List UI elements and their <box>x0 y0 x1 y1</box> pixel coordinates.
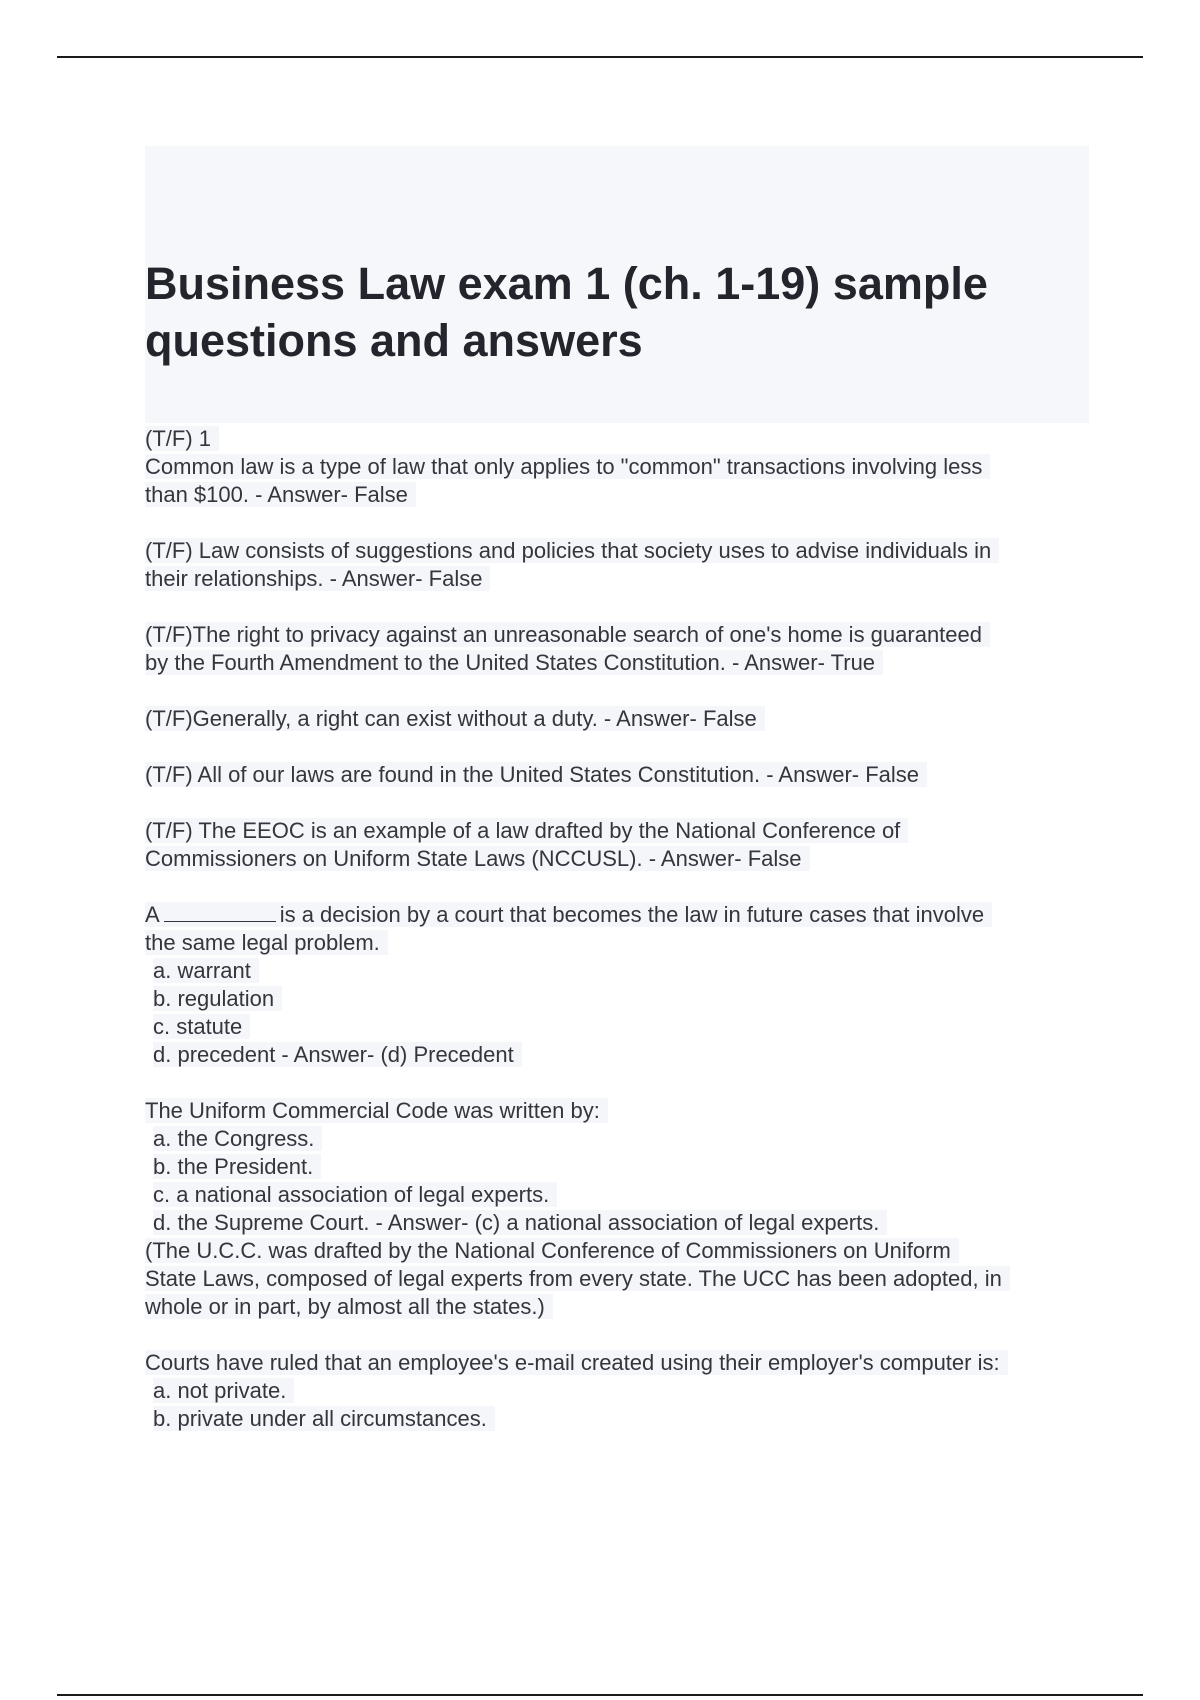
question-line: (T/F)Generally, a right can exist without a duty. - Answer- False <box>145 705 1095 733</box>
question-1 <box>145 425 1095 509</box>
question-line: their relationships. - Answer- False <box>145 565 1095 593</box>
question-2 <box>145 537 1095 593</box>
option-b: b. regulation <box>145 985 1095 1013</box>
top-rule <box>57 56 1143 58</box>
question-stem: Courts have ruled that an employee's e-mail created using their employer's computer is: <box>145 1349 1095 1377</box>
question-line: Common law is a type of law that only applies to "common" transactions involving less <box>145 453 1095 481</box>
option-b: b. private under all circumstances. <box>145 1405 1095 1433</box>
question-7 <box>145 901 1095 1069</box>
option-a: a. warrant <box>145 957 1095 985</box>
question-5 <box>145 761 1095 789</box>
question-stem: A is a decision by a court that becomes the law in future cases that involve <box>145 901 1095 929</box>
option-d: d. precedent - Answer- (d) Precedent <box>145 1041 1095 1069</box>
option-b: b. the President. <box>145 1153 1095 1181</box>
question-stem: the same legal problem. <box>145 929 1095 957</box>
question-line: than $100. - Answer- False <box>145 481 1095 509</box>
question-line: (T/F) Law consists of suggestions and policies that society uses to advise individuals in <box>145 537 1095 565</box>
question-line: (T/F) The EEOC is an example of a law drafted by the National Conference of <box>145 817 1095 845</box>
question-stem: The Uniform Commercial Code was written by: <box>145 1097 1095 1125</box>
option-d: d. the Supreme Court. - Answer- (c) a national association of legal experts. <box>145 1209 1095 1237</box>
document-title: Business Law exam 1 (ch. 1-19) sample questions and answers <box>145 258 988 366</box>
question-line: Commissioners on Uniform State Laws (NCCUSL). - Answer- False <box>145 845 1095 873</box>
document-body <box>145 425 1095 1461</box>
question-line: (T/F) 1 <box>145 425 1095 453</box>
fill-in-blank <box>164 903 276 922</box>
question-line: (T/F) All of our laws are found in the United States Constitution. - Answer- False <box>145 761 1095 789</box>
option-c: c. statute <box>145 1013 1095 1041</box>
explanation-line: whole or in part, by almost all the states.) <box>145 1293 1095 1321</box>
explanation-line: (The U.C.C. was drafted by the National Conference of Commissioners on Uniform <box>145 1237 1095 1265</box>
question-8 <box>145 1097 1095 1321</box>
option-a: a. not private. <box>145 1377 1095 1405</box>
bottom-rule <box>57 1694 1143 1696</box>
question-9 <box>145 1349 1095 1433</box>
question-3 <box>145 621 1095 677</box>
question-6 <box>145 817 1095 873</box>
question-line: by the Fourth Amendment to the United States Constitution. - Answer- True <box>145 649 1095 677</box>
option-a: a. the Congress. <box>145 1125 1095 1153</box>
option-c: c. a national association of legal experts. <box>145 1181 1095 1209</box>
explanation-line: State Laws, composed of legal experts from every state. The UCC has been adopted, in <box>145 1265 1095 1293</box>
question-line: (T/F)The right to privacy against an unreasonable search of one's home is guaranteed <box>145 621 1095 649</box>
question-4 <box>145 705 1095 733</box>
